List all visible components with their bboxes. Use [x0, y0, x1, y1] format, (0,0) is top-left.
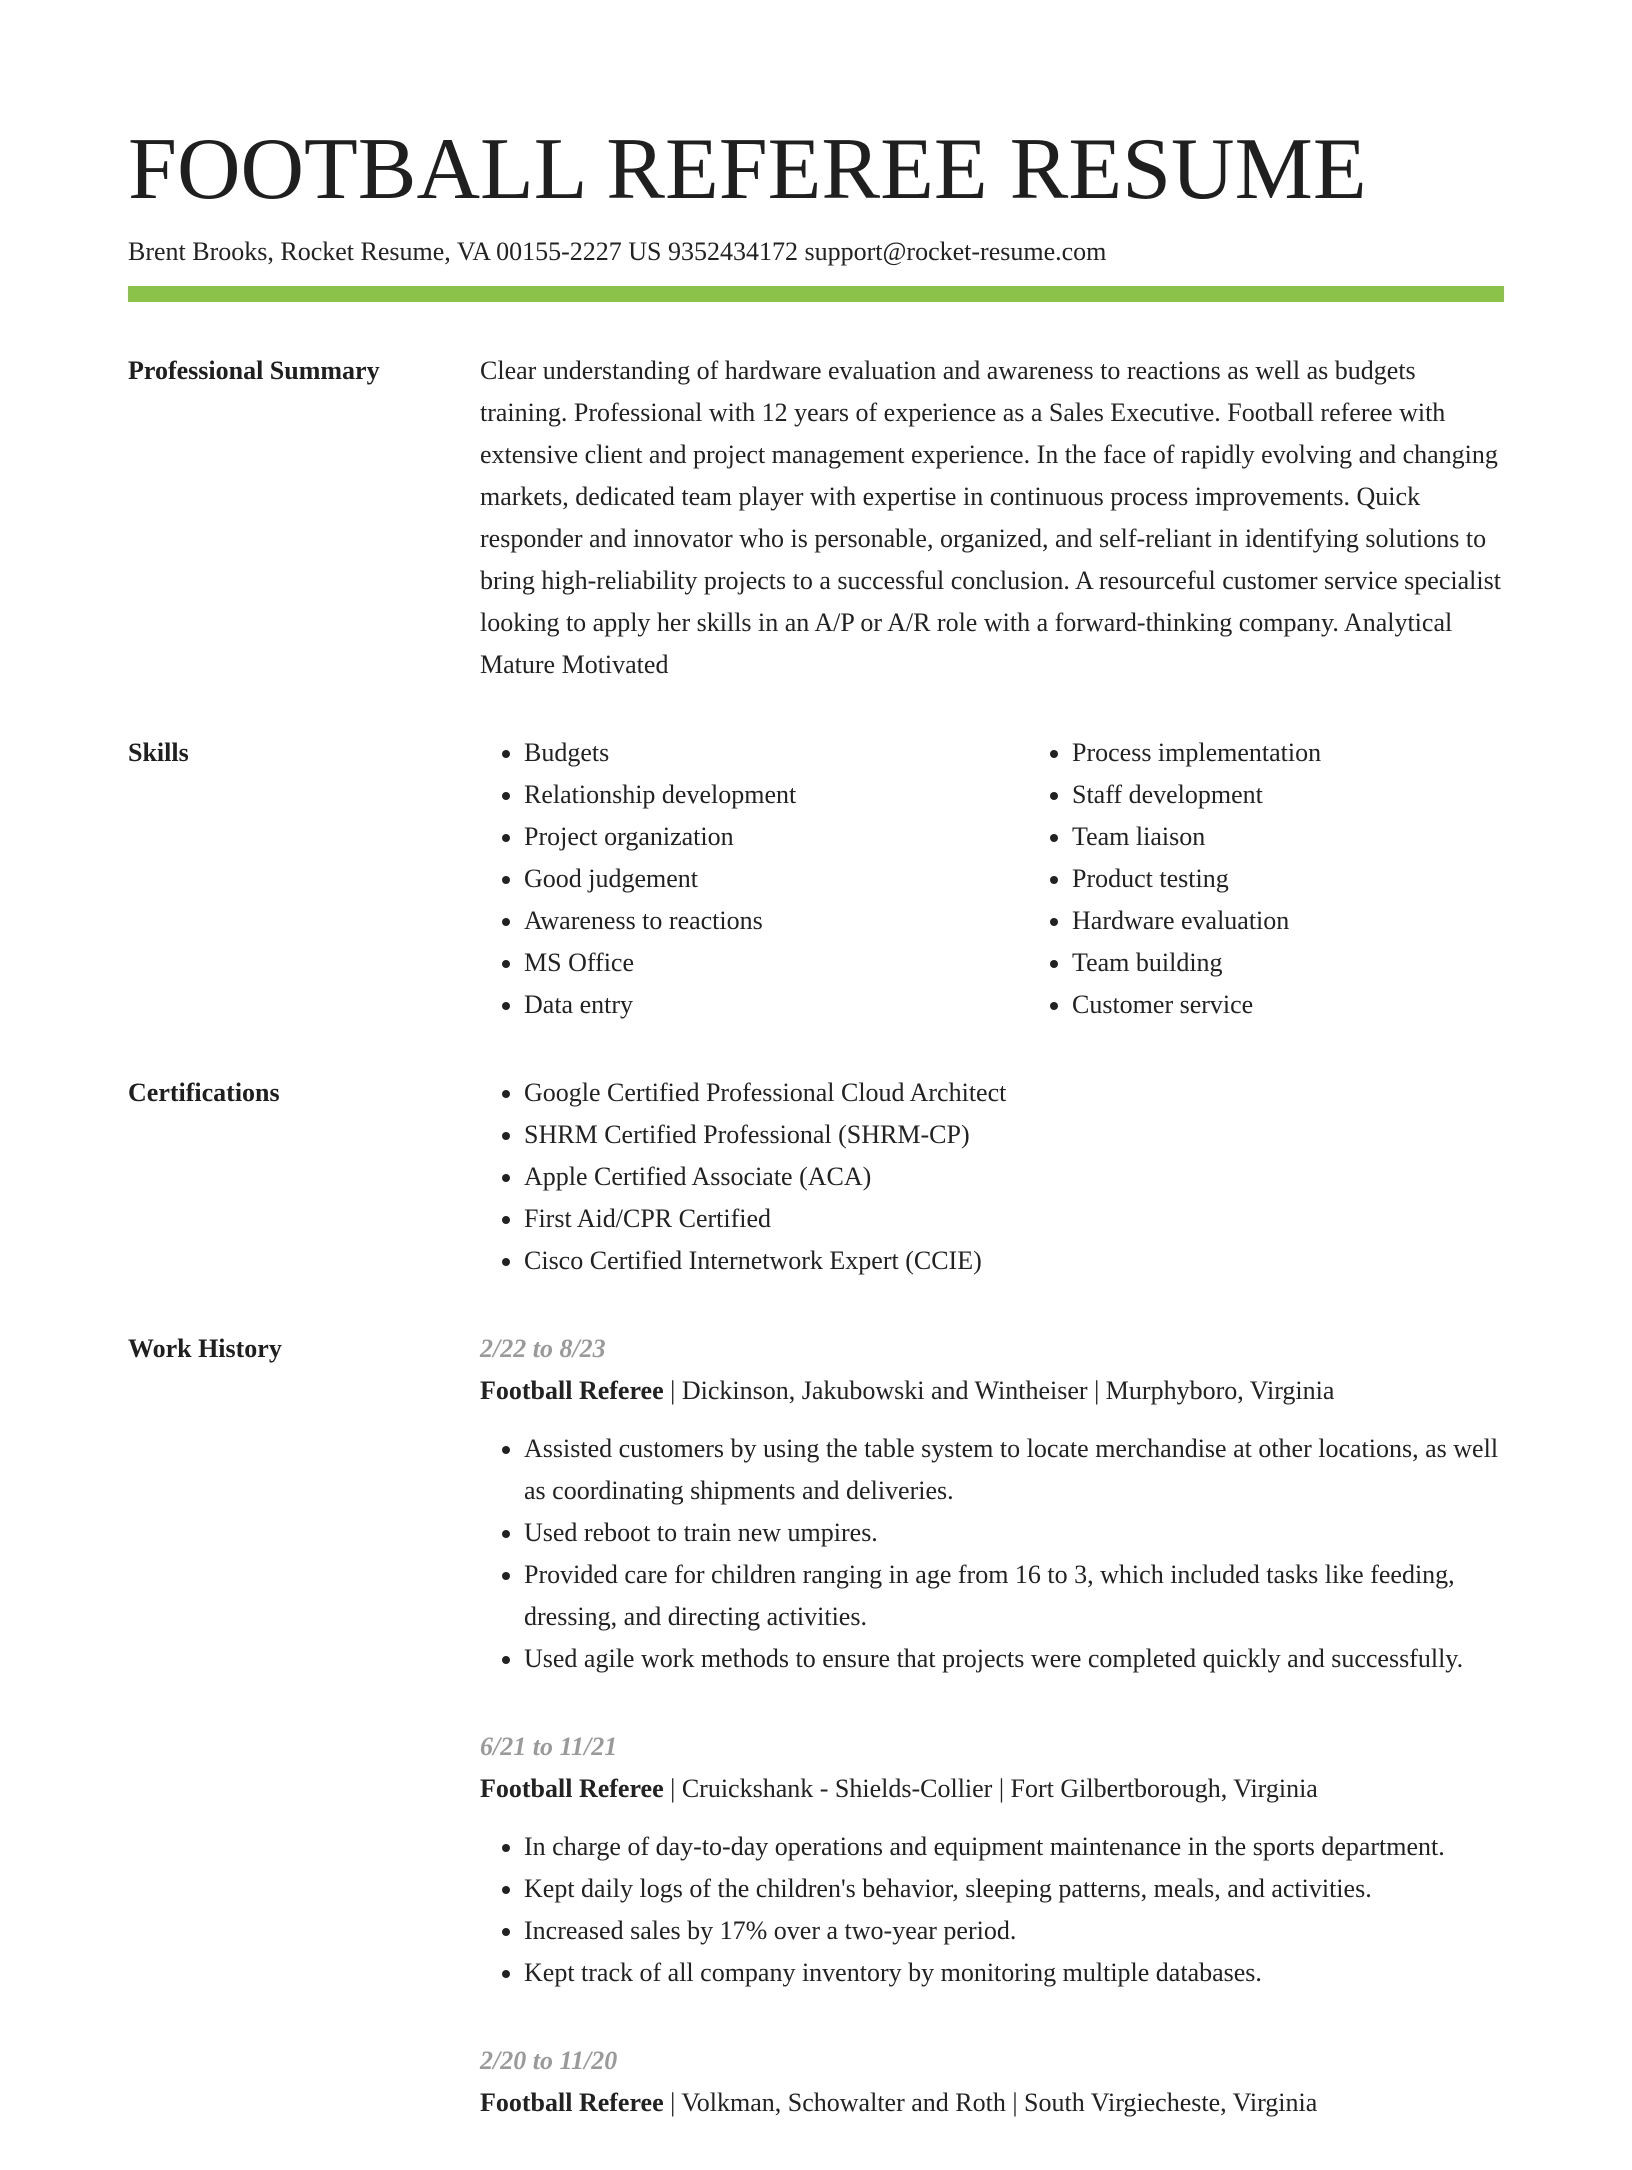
job-dates: 2/20 to 11/20: [480, 2046, 618, 2075]
section-skills: [128, 732, 1504, 1026]
skill-item: • Data entry: [524, 984, 1028, 1026]
resume-title: FOOTBALL REFEREE RESUME: [128, 121, 1367, 218]
job-bullet: • Kept daily logs of the children's behavior, sleeping patterns, meals, and activities.: [524, 1868, 1504, 1910]
accent-divider: [128, 286, 1504, 302]
certification-item: • First Aid/CPR Certified: [524, 1198, 1504, 1240]
skill-item: • Project organization: [524, 816, 1028, 858]
job-entry: [480, 2040, 1504, 2124]
section-body: [480, 350, 1504, 686]
job-bullet: • Provided care for children ranging in age from 16 to 3, which included tasks like feeding, dressing, and directing activities.: [524, 1554, 1504, 1638]
skills-list-right: [1028, 732, 1576, 1026]
section-label: Skills: [128, 738, 189, 767]
section-body: [480, 1072, 1504, 1282]
skill-item: • Customer service: [1072, 984, 1576, 1026]
certifications-list: [480, 1072, 1504, 1282]
skill-item: • Relationship development: [524, 774, 1028, 816]
job-heading: [480, 1768, 1504, 1810]
section-label: Certifications: [128, 1078, 280, 1107]
job-title: Football Referee: [480, 1774, 664, 1803]
section-certifications: [128, 1072, 1504, 1282]
skill-item: • Product testing: [1072, 858, 1576, 900]
resume-page: [128, 118, 1504, 2170]
section-professional-summary: [128, 350, 1504, 686]
skill-item: • Good judgement: [524, 858, 1028, 900]
job-entry: [480, 1328, 1504, 1680]
job-dates: 2/22 to 8/23: [480, 1334, 606, 1363]
section-work-history: [128, 1328, 1504, 2170]
job-details: | Volkman, Schowalter and Roth | South Virgiecheste, Virginia: [663, 2088, 1318, 2117]
certification-item: • SHRM Certified Professional (SHRM-CP): [524, 1114, 1504, 1156]
job-title: Football Referee: [480, 1376, 664, 1405]
skill-item: • Process implementation: [1072, 732, 1576, 774]
job-dates: 6/21 to 11/21: [480, 1732, 618, 1761]
job-bullet: • Kept track of all company inventory by monitoring multiple databases.: [524, 1952, 1504, 1994]
job-bullet: • Increased sales by 17% over a two-year period.: [524, 1910, 1504, 1952]
job-bullet: • Used agile work methods to ensure that projects were completed quickly and successfully.: [524, 1638, 1504, 1680]
skills-grid: [480, 732, 1576, 1026]
job-heading: [480, 2082, 1504, 2124]
skill-item: • Awareness to reactions: [524, 900, 1028, 942]
skill-item: • Team building: [1072, 942, 1576, 984]
summary-text: Clear understanding of hardware evaluation and awareness to reactions as well as budgets training. Professional with 12 years of experience as a Sales Executive. Football referee with extensive client and project management experience. In the face of rapidly evolving and changing markets, dedicated team player with expertise in continuous process improvements. Quick responder and innovator who is personable, organized, and self-reliant in identifying solutions to bring high-reliability projects to a successful conclusion. A resourceful customer service specialist looking to apply her skills in an A/P or A/R role with a forward-thinking company. Analytical Mature Motivated: [480, 356, 1501, 679]
job-title: Football Referee: [480, 2088, 664, 2117]
skill-item: • Budgets: [524, 732, 1028, 774]
skill-item: • Staff development: [1072, 774, 1576, 816]
skills-list-left: [480, 732, 1028, 1026]
skill-item: • MS Office: [524, 942, 1028, 984]
contact-line: Brent Brooks, Rocket Resume, VA 00155-2227 US 9352434172 support@rocket-resume.com: [128, 237, 1107, 266]
certification-item: • Google Certified Professional Cloud Architect: [524, 1072, 1504, 1114]
section-label: Professional Summary: [128, 356, 380, 385]
job-entry: [480, 1726, 1504, 1994]
job-bullets: [480, 1428, 1504, 1680]
job-bullet: • Assisted customers by using the table system to locate merchandise at other locations, as well as coordinating shipments and deliveries.: [524, 1428, 1504, 1512]
job-details: | Cruickshank - Shields-Collier | Fort Gilbertborough, Virginia: [663, 1774, 1318, 1803]
job-bullet: • In charge of day-to-day operations and equipment maintenance in the sports department.: [524, 1826, 1504, 1868]
certification-item: • Cisco Certified Internetwork Expert (CCIE): [524, 1240, 1504, 1282]
job-heading: [480, 1370, 1504, 1412]
section-label: Work History: [128, 1334, 282, 1363]
skill-item: • Team liaison: [1072, 816, 1576, 858]
skill-item: • Hardware evaluation: [1072, 900, 1576, 942]
certification-item: • Apple Certified Associate (ACA): [524, 1156, 1504, 1198]
section-body: [480, 1328, 1504, 2170]
job-details: | Dickinson, Jakubowski and Wintheiser | Murphyboro, Virginia: [663, 1376, 1335, 1405]
job-bullets: [480, 1826, 1504, 1994]
job-bullet: • Used reboot to train new umpires.: [524, 1512, 1504, 1554]
